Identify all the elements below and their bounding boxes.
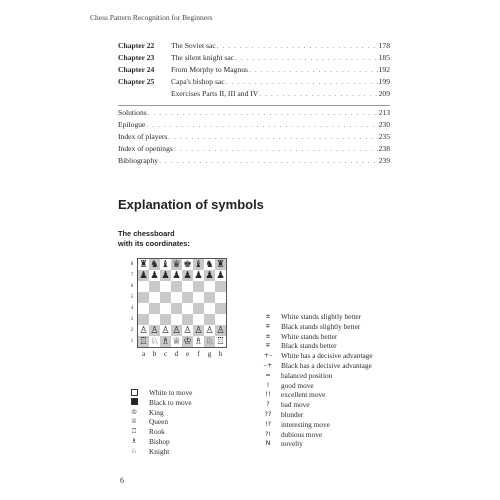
toc-row — [118, 40, 390, 52]
piece-meaning: White to move — [149, 388, 193, 397]
board-square — [182, 314, 193, 325]
board-square — [160, 292, 171, 303]
backmatter-list — [118, 105, 390, 167]
backmatter-page: 230 — [378, 120, 390, 129]
evaluation-symbol: ∓ — [265, 341, 271, 350]
backmatter-title: Bibliography — [118, 156, 159, 165]
legend-row — [255, 371, 373, 381]
board-square: ♟ — [205, 270, 214, 281]
legend-row — [255, 390, 373, 400]
toc-row — [118, 52, 390, 64]
evaluation-symbol: N — [265, 439, 271, 448]
board-square: ♙ — [139, 325, 148, 336]
evaluation-symbol: ! — [266, 380, 270, 389]
rank-label: 5 — [130, 295, 134, 300]
board-square — [149, 303, 160, 314]
backmatter-title: Index of openings — [118, 144, 173, 153]
legend-row — [255, 410, 373, 420]
toc-page: 199 — [378, 77, 390, 86]
file-label: c — [163, 349, 168, 358]
piece-symbols-legend — [128, 388, 192, 457]
toc-page: 178 — [378, 41, 390, 50]
evaluation-meaning: White stands slightly better — [281, 312, 362, 321]
rook-icon: ♖ — [130, 427, 138, 436]
bishop-icon: ♗ — [130, 436, 138, 445]
file-label: g — [207, 349, 212, 358]
toc-leader — [174, 143, 378, 155]
toc-chapter: Chapter 24 — [118, 65, 155, 74]
board-square: ♙ — [216, 325, 225, 336]
evaluation-meaning: blunder — [281, 409, 304, 419]
legend-row — [255, 400, 373, 410]
backmatter-row — [118, 107, 390, 119]
file-label: f — [197, 349, 200, 358]
board-square — [204, 281, 215, 292]
file-label: b — [152, 349, 157, 358]
board-square: ♔ — [183, 336, 192, 347]
board-square: ♞ — [205, 259, 214, 270]
board-square: ♙ — [150, 325, 159, 336]
board-square — [204, 292, 215, 303]
board-square — [215, 281, 226, 292]
chessboard-caption-line: with its coordinates: — [118, 239, 190, 248]
legend-row — [128, 427, 192, 437]
legend-row — [255, 430, 373, 440]
legend-row — [128, 437, 192, 447]
piece-meaning: King — [149, 407, 164, 417]
evaluation-symbol: ∓ — [265, 321, 271, 330]
piece-meaning: Black to move — [149, 397, 192, 407]
rank-label: 7 — [130, 273, 134, 278]
legend-row — [255, 351, 373, 361]
board-square: ♖ — [139, 336, 148, 347]
board-square — [171, 281, 182, 292]
rank-label: 8 — [130, 262, 134, 267]
board-square: ♚ — [183, 259, 192, 270]
chessboard-caption — [118, 229, 190, 249]
board-square — [171, 292, 182, 303]
board-square — [160, 314, 171, 325]
backmatter-title: Solutions — [118, 108, 147, 117]
evaluation-meaning: excellent move — [281, 390, 326, 400]
board-square — [171, 303, 182, 314]
board-square — [182, 303, 193, 314]
toc-chapter: Chapter 25 — [118, 77, 155, 86]
toc-leader — [226, 76, 378, 88]
table-of-contents — [118, 40, 390, 100]
backmatter-title: Index of players — [118, 132, 168, 141]
legend-row — [255, 322, 373, 332]
board-square: ♛ — [172, 259, 181, 270]
rank-label: 3 — [130, 317, 134, 322]
board-square: ♟ — [172, 270, 181, 281]
evaluation-meaning: Black has a decisive advantage — [281, 360, 372, 370]
board-square: ♖ — [216, 336, 225, 347]
board-square — [193, 303, 204, 314]
toc-leader — [168, 131, 377, 143]
board-square: ♗ — [161, 336, 170, 347]
toc-leader — [217, 40, 378, 52]
board-square — [149, 292, 160, 303]
toc-leader — [159, 155, 378, 167]
board-square: ♟ — [161, 270, 170, 281]
black-square-icon — [128, 398, 140, 408]
evaluation-symbol: ? — [266, 400, 270, 409]
toc-row — [118, 88, 390, 100]
king-icon: ♔ — [130, 407, 138, 416]
piece-meaning: Queen — [149, 417, 169, 427]
piece-meaning: Bishop — [149, 436, 170, 446]
evaluation-meaning: bad move — [281, 400, 310, 410]
evaluation-meaning: Black stands slightly better — [281, 321, 361, 331]
rank-label: 6 — [130, 284, 134, 289]
board-square: ♙ — [183, 325, 192, 336]
white-square-icon-shape — [131, 389, 138, 396]
backmatter-row — [118, 155, 390, 167]
backmatter-page: 213 — [378, 108, 390, 117]
board-square — [204, 314, 215, 325]
board-square — [138, 314, 149, 325]
toc-page: 185 — [378, 53, 390, 62]
knight-icon: ♘ — [130, 446, 138, 455]
board-square — [182, 292, 193, 303]
toc-leader — [259, 88, 377, 100]
board-square — [138, 303, 149, 314]
evaluation-meaning: dubious move — [281, 429, 323, 439]
board-square — [193, 281, 204, 292]
evaluation-meaning: White stands better — [281, 331, 338, 341]
evaluation-symbol: +– — [263, 351, 273, 360]
board-square: ♞ — [150, 259, 159, 270]
board-square: ♜ — [139, 259, 148, 270]
backmatter-page: 238 — [378, 144, 390, 153]
board-square — [149, 314, 160, 325]
rank-label: 2 — [130, 328, 134, 333]
toc-title: From Morphy to Magnus — [171, 65, 248, 74]
board-square — [171, 314, 182, 325]
board-square — [138, 281, 149, 292]
board-square — [215, 292, 226, 303]
backmatter-row — [118, 119, 390, 131]
evaluation-meaning: interesting move — [281, 419, 330, 429]
evaluation-meaning: Black stands better — [281, 341, 337, 351]
file-label: e — [185, 349, 190, 358]
board-square: ♕ — [172, 336, 181, 347]
evaluation-meaning: good move — [281, 380, 314, 390]
board-square — [160, 303, 171, 314]
rank-label: 1 — [130, 339, 134, 344]
board-square — [204, 303, 215, 314]
board-square: ♟ — [150, 270, 159, 281]
evaluation-meaning: White has a decisive advantage — [281, 351, 373, 361]
running-head: Chess Pattern Recognition for Beginners — [90, 13, 213, 22]
section-title: Explanation of symbols — [118, 197, 264, 212]
evaluation-symbol: ± — [265, 312, 271, 320]
board-square: ♝ — [161, 259, 170, 270]
toc-title: The Soviet sac — [171, 41, 216, 50]
chessboard — [137, 258, 227, 348]
legend-row — [128, 388, 192, 398]
evaluation-meaning: novelty — [281, 439, 303, 449]
board-square — [215, 314, 226, 325]
board-square — [160, 281, 171, 292]
evaluation-symbol: = — [265, 370, 271, 379]
legend-row — [255, 341, 373, 351]
chessboard-caption-line: The chessboard — [118, 229, 175, 238]
legend-row — [255, 332, 373, 342]
board-square — [182, 281, 193, 292]
board-square: ♙ — [194, 325, 203, 336]
legend-row — [255, 381, 373, 391]
legend-row — [255, 439, 373, 449]
board-square: ♘ — [205, 336, 214, 347]
toc-row — [118, 76, 390, 88]
backmatter-page: 239 — [378, 156, 390, 165]
file-label: d — [174, 349, 179, 358]
board-square: ♜ — [216, 259, 225, 270]
black-square-icon-shape — [131, 398, 138, 405]
board-square — [149, 281, 160, 292]
toc-title: The silent knight sac — [171, 53, 235, 62]
toc-row — [118, 64, 390, 76]
board-square: ♙ — [172, 325, 181, 336]
toc-leader — [146, 119, 377, 131]
board-square: ♟ — [194, 270, 203, 281]
toc-title: Exercises Parts II, III and IV — [171, 89, 259, 98]
board-square: ♝ — [194, 259, 203, 270]
rank-label: 4 — [130, 306, 134, 311]
backmatter-page: 235 — [378, 132, 390, 141]
evaluation-symbol: !? — [264, 419, 272, 428]
evaluation-symbol: ?? — [264, 409, 272, 418]
board-square: ♙ — [161, 325, 170, 336]
evaluation-symbol: ± — [265, 331, 271, 340]
piece-meaning: Rook — [149, 427, 165, 437]
toc-leader — [235, 52, 378, 64]
evaluation-symbol: ?! — [264, 429, 272, 438]
legend-row — [128, 398, 192, 408]
toc-chapter: Chapter 22 — [118, 41, 155, 50]
board-square — [193, 292, 204, 303]
toc-title: Capa's bishop sac — [171, 77, 225, 86]
backmatter-title: Epilogue — [118, 120, 146, 129]
board-square: ♙ — [205, 325, 214, 336]
piece-meaning: Knight — [149, 446, 170, 456]
evaluation-symbol: –+ — [263, 360, 273, 369]
board-square: ♟ — [183, 270, 192, 281]
backmatter-row — [118, 143, 390, 155]
page-number: 6 — [120, 476, 124, 485]
file-label: a — [141, 349, 146, 358]
board-square: ♟ — [216, 270, 225, 281]
toc-leader — [148, 107, 378, 119]
toc-leader — [249, 64, 378, 76]
board-square: ♘ — [150, 336, 159, 347]
board-square — [138, 292, 149, 303]
backmatter-row — [118, 131, 390, 143]
white-square-icon — [128, 388, 140, 398]
board-square — [193, 314, 204, 325]
evaluation-symbol: !! — [265, 390, 271, 399]
legend-row — [128, 408, 192, 418]
legend-row — [128, 447, 192, 457]
legend-row — [255, 420, 373, 430]
board-square: ♗ — [194, 336, 203, 347]
evaluation-meaning: balanced position — [281, 370, 333, 380]
legend-row — [255, 361, 373, 371]
board-square — [215, 303, 226, 314]
queen-icon: ♕ — [130, 417, 138, 426]
legend-row — [255, 312, 373, 322]
evaluation-symbols-legend — [255, 312, 373, 449]
board-square: ♟ — [139, 270, 148, 281]
legend-row — [128, 417, 192, 427]
toc-page: 192 — [378, 65, 390, 74]
toc-page: 209 — [378, 89, 390, 98]
toc-chapter: Chapter 23 — [118, 53, 155, 62]
file-label: h — [218, 349, 223, 358]
